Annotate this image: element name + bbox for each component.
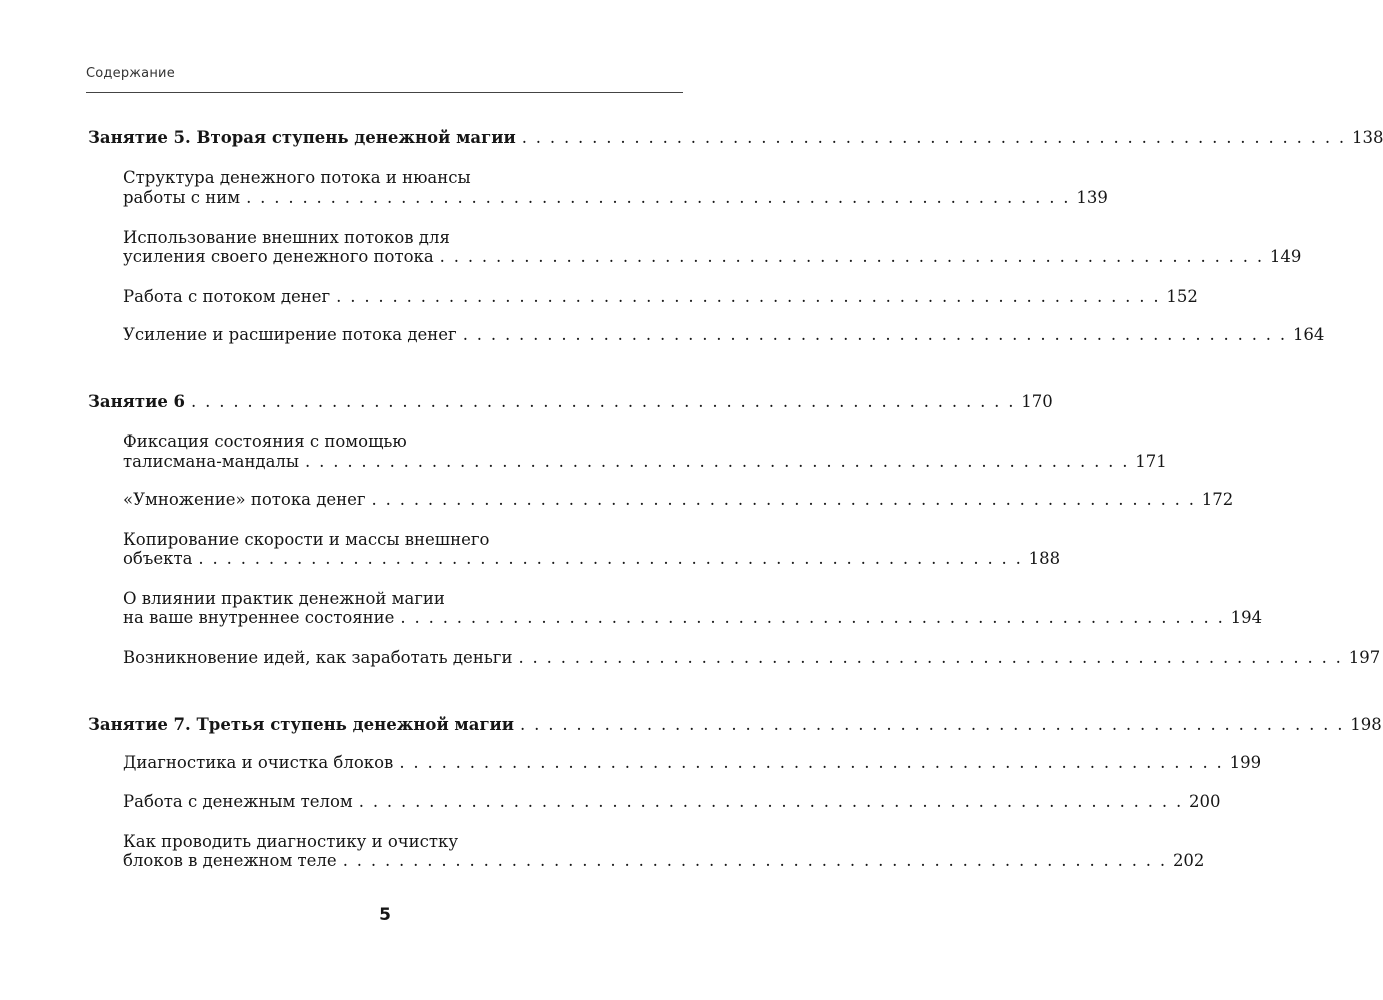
page-ref: 200 [1188, 792, 1221, 811]
dot-leader: . . . . . . . . . . . . . . . . . . . . . . . . . . . . . . . . . . . . . . . . . . . . . . . . . . . . . . . . . . . [462, 325, 1287, 344]
entry-title: Работа с потоком денег [123, 287, 331, 306]
dot-leader: . . . . . . . . . . . . . . . . . . . . . . . . . . . . . . . . . . . . . . . . . . . . . . . . . . . . . . . . . . . [399, 753, 1224, 772]
page-ref: 164 [1292, 325, 1325, 344]
dot-leader: . . . . . . . . . . . . . . . . . . . . . . . . . . . . . . . . . . . . . . . . . . . . . . . . . . . . . . . . . . . [358, 792, 1183, 811]
chapter-title: Занятие 7. Третья ступень денежной магии [88, 715, 515, 734]
entry-title: работы с ним [123, 188, 241, 207]
entry-title: блоков в денежном теле [123, 851, 337, 870]
page-ref: 170 [1021, 392, 1053, 411]
page-number: 5 [379, 905, 391, 925]
dot-leader: . . . . . . . . . . . . . . . . . . . . . . . . . . . . . . . . . . . . . . . . . . . . . . . . . . . . . . . . . . . [518, 648, 1343, 667]
page-ref: 198 [1350, 715, 1382, 734]
toc-entry [123, 247, 1302, 267]
dot-leader: . . . . . . . . . . . . . . . . . . . . . . . . . . . . . . . . . . . . . . . . . . . . . . . . . . . . . . . . . . . [400, 608, 1225, 627]
toc-entry [123, 648, 1381, 668]
entry-title: Диагностика и очистка блоков [123, 753, 394, 772]
toc-entry-line: Фиксация состояния с помощью [123, 432, 407, 451]
dot-leader: . . . . . . . . . . . . . . . . . . . . . . . . . . . . . . . . . . . . . . . . . . . . . . . . . . . . . . . . . . . [336, 287, 1161, 306]
toc-chapter-lesson-5 [88, 128, 1383, 148]
page-ref: 202 [1172, 851, 1205, 870]
dot-leader: . . . . . . . . . . . . . . . . . . . . . . . . . . . . . . . . . . . . . . . . . . . . . . . . . . . . . . . . . . . [520, 715, 1345, 734]
toc-entry [123, 851, 1205, 871]
dot-leader: . . . . . . . . . . . . . . . . . . . . . . . . . . . . . . . . . . . . . . . . . . . . . . . . . . . . . . . . . . . [371, 490, 1196, 509]
page-ref: 172 [1201, 490, 1234, 509]
page-ref: 149 [1269, 247, 1302, 266]
entry-title: Усиление и расширение потока денег [123, 325, 457, 344]
entry-title: «Умножение» потока денег [123, 490, 366, 509]
chapter-title: Занятие 6 [88, 392, 186, 411]
dot-leader: . . . . . . . . . . . . . . . . . . . . . . . . . . . . . . . . . . . . . . . . . . . . . . . . . . . . . . . . . . . [191, 392, 1016, 411]
entry-title: объекта [123, 549, 193, 568]
running-head-title: Содержание [86, 66, 175, 81]
page-ref: 171 [1135, 452, 1167, 471]
dot-leader: . . . . . . . . . . . . . . . . . . . . . . . . . . . . . . . . . . . . . . . . . . . . . . . . . . . . . . . . . . . [246, 188, 1071, 207]
toc-entry-line: Использование внешних потоков для [123, 228, 450, 247]
toc-entry-line: Структура денежного потока и нюансы [123, 168, 471, 187]
toc-entry [123, 608, 1263, 628]
toc-entry-line: Копирование скорости и массы внешнего [123, 530, 490, 549]
dot-leader: . . . . . . . . . . . . . . . . . . . . . . . . . . . . . . . . . . . . . . . . . . . . . . . . . . . . . . . . . . . [521, 128, 1346, 147]
dot-leader: . . . . . . . . . . . . . . . . . . . . . . . . . . . . . . . . . . . . . . . . . . . . . . . . . . . . . . . . . . . [305, 452, 1130, 471]
toc-entry [123, 452, 1167, 472]
toc-entry [123, 753, 1262, 773]
toc-entry-line: Как проводить диагностику и очистку [123, 832, 459, 851]
toc-entry [123, 188, 1108, 208]
toc-entry [123, 792, 1221, 812]
toc-entry [123, 325, 1325, 345]
entry-title: усиления своего денежного потока [123, 247, 434, 266]
entry-title: на ваше внутреннее состояние [123, 608, 395, 627]
page-ref: 152 [1166, 287, 1198, 306]
page-ref: 194 [1230, 608, 1263, 627]
toc-entry-line: О влиянии практик денежной магии [123, 589, 445, 608]
toc-chapter-lesson-6 [88, 392, 1053, 412]
dot-leader: . . . . . . . . . . . . . . . . . . . . . . . . . . . . . . . . . . . . . . . . . . . . . . . . . . . . . . . . . . . [439, 247, 1264, 266]
chapter-title: Занятие 5. Вторая ступень денежной магии [88, 128, 516, 147]
page-ref: 199 [1229, 753, 1262, 772]
toc-entry [123, 549, 1061, 569]
entry-title: талисмана-мандалы [123, 452, 300, 471]
toc-chapter-lesson-7 [88, 715, 1382, 735]
entry-title: Возникновение идей, как заработать деньги [123, 648, 513, 667]
page-ref: 139 [1076, 188, 1108, 207]
entry-title: Работа с денежным телом [123, 792, 353, 811]
dot-leader: . . . . . . . . . . . . . . . . . . . . . . . . . . . . . . . . . . . . . . . . . . . . . . . . . . . . . . . . . . . [342, 851, 1167, 870]
toc-entry [123, 287, 1198, 307]
dot-leader: . . . . . . . . . . . . . . . . . . . . . . . . . . . . . . . . . . . . . . . . . . . . . . . . . . . . . . . . . . . [198, 549, 1023, 568]
page-ref: 197 [1348, 648, 1381, 667]
page-ref: 138 [1351, 128, 1383, 147]
toc-entry [123, 490, 1234, 510]
page-ref: 188 [1028, 549, 1061, 568]
